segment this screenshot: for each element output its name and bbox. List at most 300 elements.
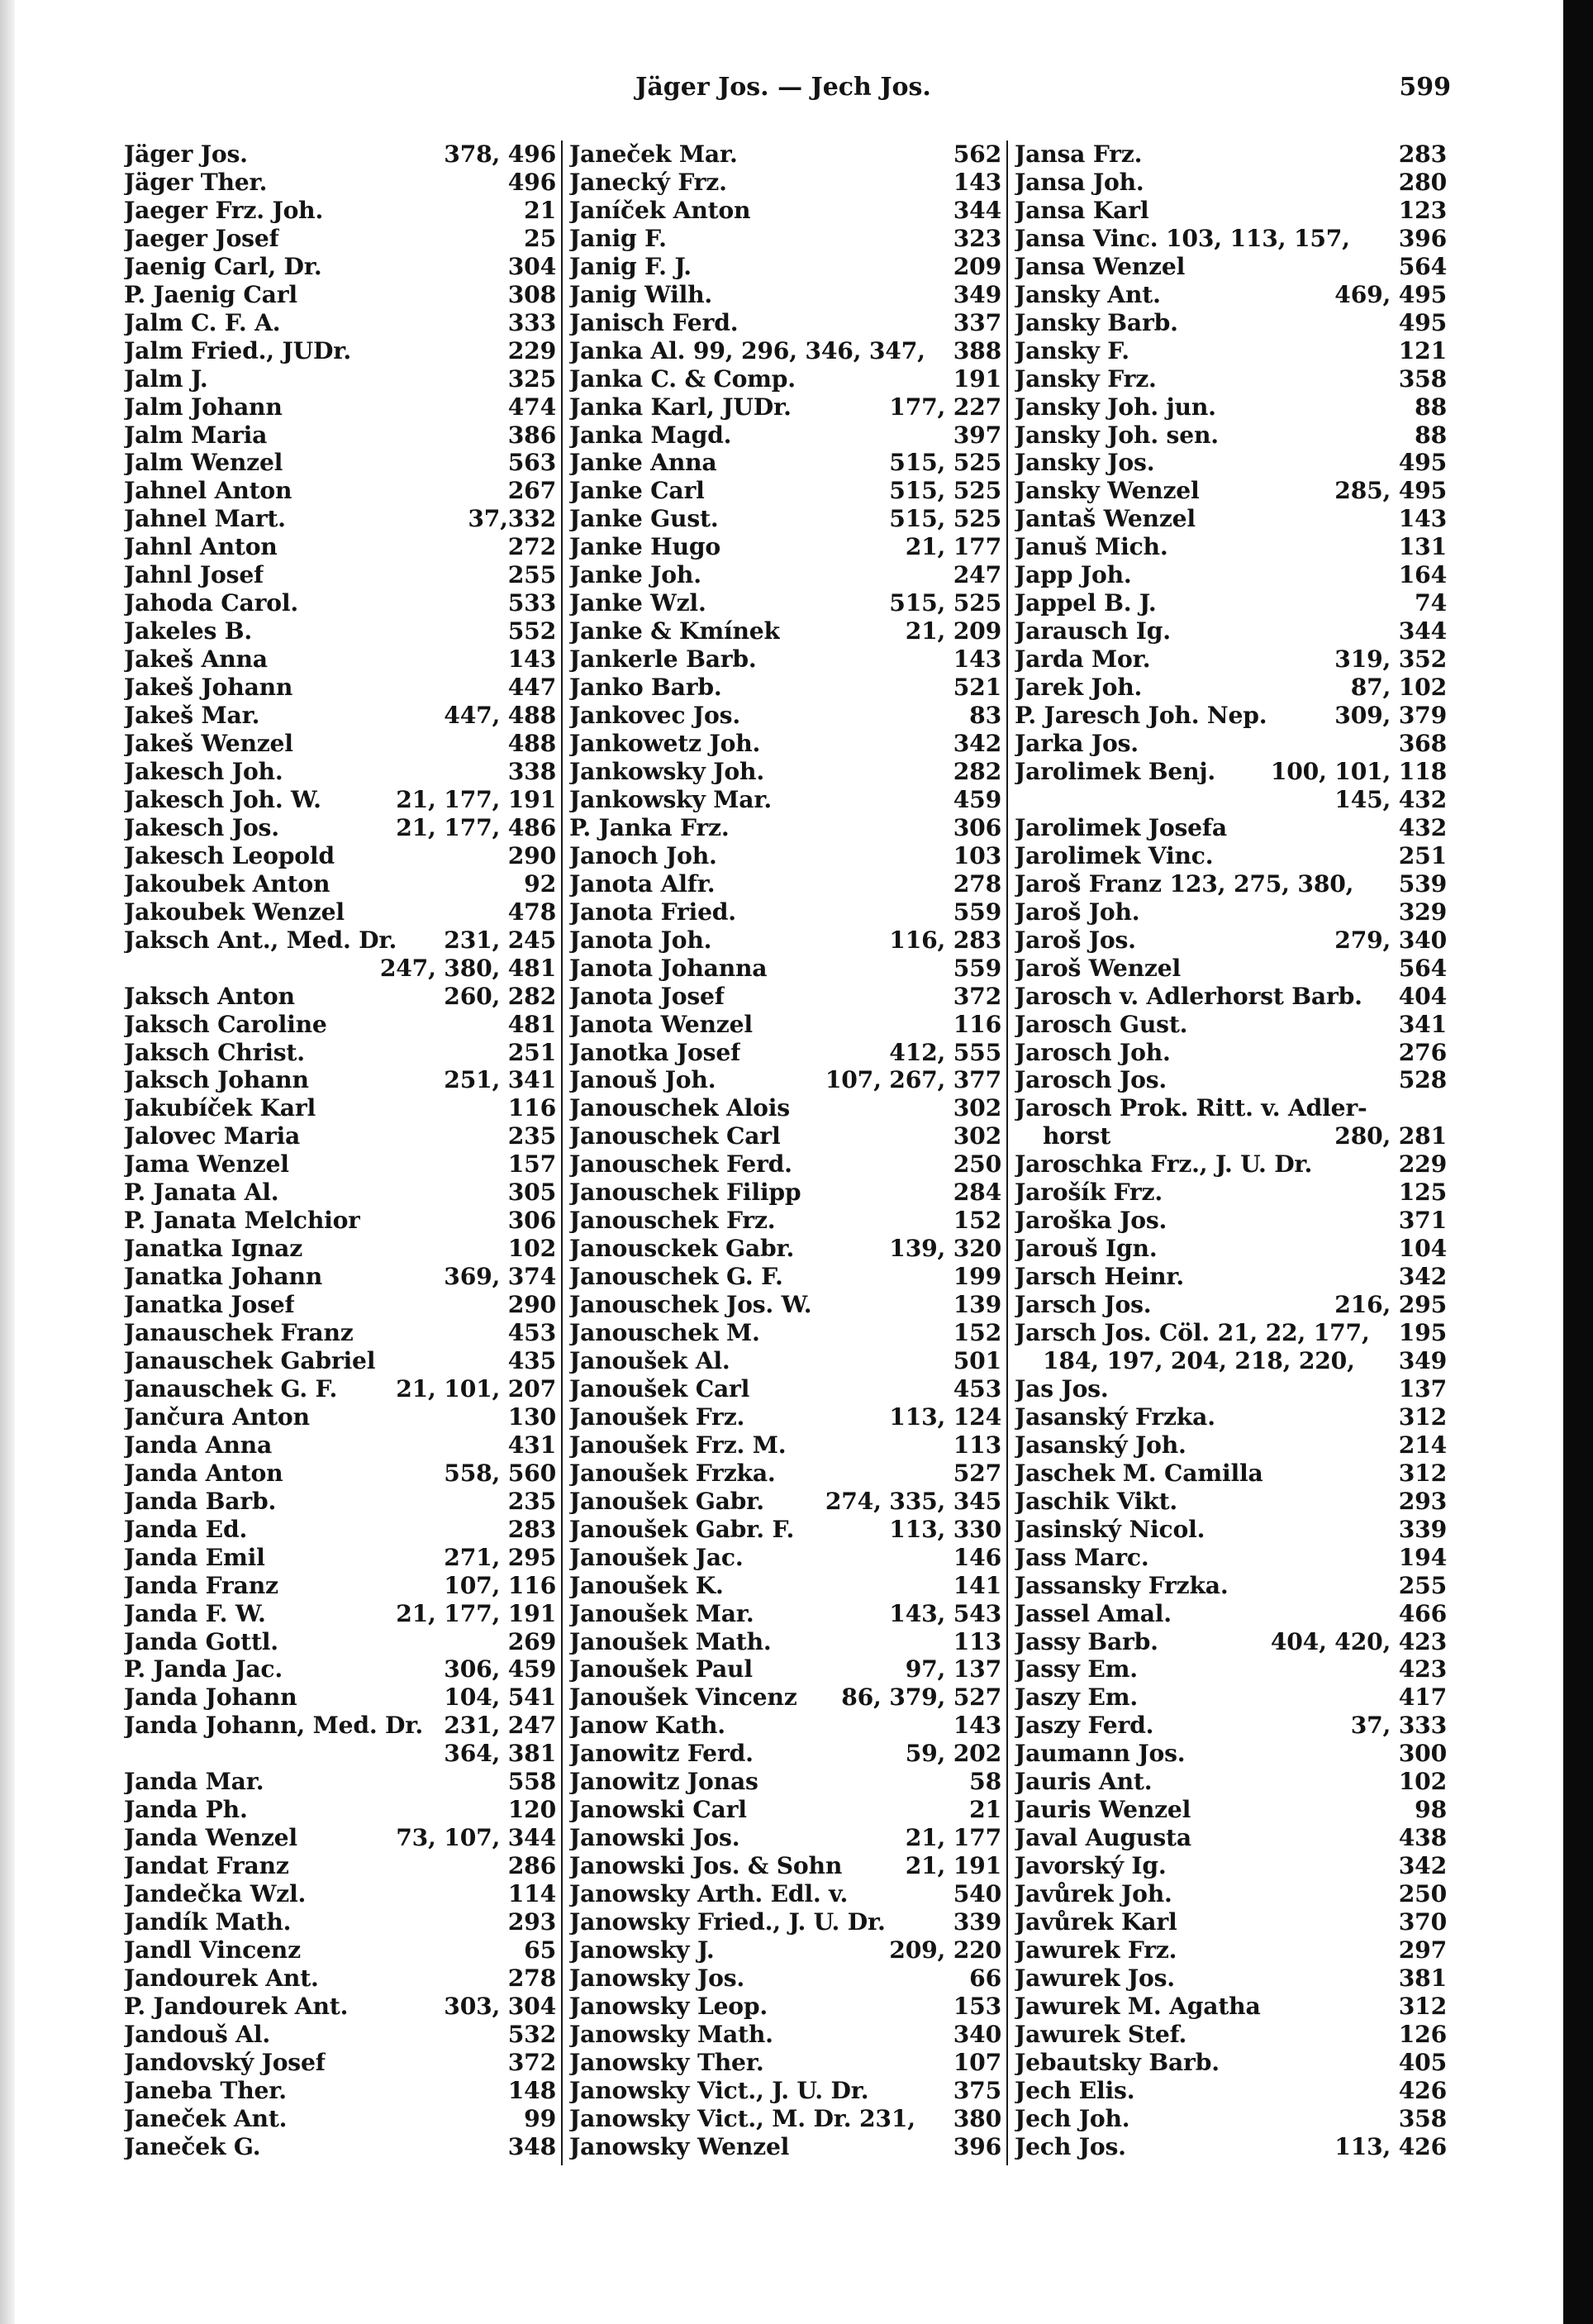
index-entry (1015, 1740, 1447, 1768)
index-entry (1015, 1039, 1447, 1067)
entry-pages: 251, 341 (444, 1066, 556, 1094)
index-entry (124, 1066, 556, 1094)
entry-name: Jaschik Vikt. (1015, 1487, 1178, 1515)
entry-pages: 152 (953, 1319, 1001, 1347)
entry-name: Jaeger Frz. Joh. (124, 196, 324, 224)
entry-pages: 86, 379, 527 (841, 1683, 1001, 1712)
entry-name: Jakesch Joh. (124, 757, 283, 785)
entry-pages: 303, 304 (444, 1992, 556, 2020)
index-entry (569, 1039, 1001, 1067)
entry-pages: 137 (1398, 1374, 1447, 1402)
entry-pages: 388 (953, 336, 1001, 364)
entry-pages: 417 (1398, 1683, 1447, 1712)
index-entry (569, 645, 1001, 674)
entry-pages: 116 (507, 1094, 556, 1122)
entry-pages: 358 (1398, 2104, 1447, 2132)
entry-name: Jalovec Maria (124, 1122, 301, 1150)
entry-name: Janowitz Jonas (569, 1768, 758, 1796)
entry-pages: 564 (1398, 954, 1447, 982)
entry-name: Janda Johann, Med. Dr. (124, 1712, 423, 1740)
index-entry (1015, 225, 1447, 253)
index-entry (1015, 140, 1447, 169)
entry-name: Javorský Ig. (1015, 1852, 1167, 1880)
entry-pages: 121 (1398, 336, 1447, 364)
entry-name: Janoch Joh. (569, 841, 717, 869)
entry-name: Janda Gottl. (124, 1627, 278, 1655)
entry-pages: 381 (1398, 1964, 1447, 1992)
index-entry (124, 1319, 556, 1347)
entry-pages: 396 (1398, 224, 1447, 252)
index-entry (124, 1768, 556, 1796)
index-entry (569, 2133, 1001, 2161)
entry-pages: 278 (953, 869, 1001, 898)
entry-pages: 21, 177 (905, 1824, 1001, 1852)
index-entry (124, 2133, 556, 2161)
entry-name: Janda Ed. (124, 1515, 248, 1543)
entry-pages: 157 (507, 1150, 556, 1179)
entry-pages: 370 (1398, 1908, 1447, 1936)
index-entry (124, 674, 556, 702)
index-entry (1015, 1403, 1447, 1431)
index-entry (124, 393, 556, 421)
index-entry (124, 1263, 556, 1291)
entry-pages: 123 (1398, 196, 1447, 224)
entry-name: Jansa Karl (1015, 196, 1149, 224)
page-number: 599 (1399, 73, 1451, 102)
entry-name: Janowski Jos. & Sohn (569, 1852, 843, 1880)
index-entry (124, 1908, 556, 1936)
entry-pages: 21 (969, 1796, 1001, 1824)
entry-name: Janowsky Wenzel (569, 2132, 790, 2160)
entry-pages: 558 (507, 1768, 556, 1796)
index-entry (569, 140, 1001, 169)
entry-pages: 386 (507, 421, 556, 449)
entry-pages: 247 (953, 561, 1001, 589)
entry-name: Janke & Kmínek (569, 617, 780, 645)
entry-pages: 305 (507, 1179, 556, 1207)
index-entry (1015, 814, 1447, 842)
index-entry (124, 1516, 556, 1544)
entry-name: Jahoda Carol. (124, 589, 298, 617)
entry-pages: 194 (1398, 1543, 1447, 1571)
entry-pages: 279, 340 (1334, 926, 1447, 954)
entry-name: Janouschek Alois (569, 1094, 790, 1122)
index-entry (569, 2021, 1001, 2049)
index-entry (569, 1263, 1001, 1291)
entry-pages: 97, 137 (905, 1655, 1001, 1683)
entry-pages: 495 (1398, 308, 1447, 336)
index-entry (569, 1824, 1001, 1852)
entry-pages: 447, 488 (444, 702, 556, 730)
index-entry (569, 1936, 1001, 1964)
index-entry (124, 1488, 556, 1516)
entry-name: Janatka Ignaz (124, 1235, 303, 1263)
index-entry (1015, 505, 1447, 533)
entry-pages: 92 (524, 869, 556, 898)
entry-name: P. Janata Melchior (124, 1207, 360, 1235)
entry-name: Janouš Joh. (569, 1066, 716, 1094)
index-entry (569, 505, 1001, 533)
entry-name: Janoušek Carl (569, 1374, 750, 1402)
entry-name: Janauschek G. F. (124, 1374, 338, 1402)
entry-pages: 337 (953, 308, 1001, 336)
index-entry (1015, 1150, 1447, 1179)
entry-name: Jandourek Ant. (124, 1964, 319, 1992)
index-entry (124, 1179, 556, 1207)
index-entry (124, 197, 556, 225)
entry-pages: 300 (1398, 1740, 1447, 1768)
index-entry (124, 281, 556, 309)
index-entry (569, 1993, 1001, 2021)
entry-name: Janda Anna (124, 1431, 273, 1459)
index-entry (1015, 169, 1447, 197)
entry-pages: 532 (507, 2020, 556, 2048)
index-entry (124, 1122, 556, 1150)
entry-name: Janda Ph. (124, 1796, 248, 1824)
index-entry (569, 1628, 1001, 1656)
entry-pages: 342 (1398, 1852, 1447, 1880)
index-entry (1015, 309, 1447, 337)
index-entry (1015, 253, 1447, 281)
index-entry (569, 1207, 1001, 1235)
entry-pages: 341 (1398, 1010, 1447, 1038)
entry-name: Jasanský Frzka. (1015, 1402, 1215, 1431)
entry-pages: 143 (953, 1712, 1001, 1740)
index-entry (569, 1516, 1001, 1544)
index-entry (1015, 1094, 1447, 1122)
index-entry (569, 1488, 1001, 1516)
entry-name: Jančura Anton (124, 1402, 310, 1431)
entry-pages: 250 (1398, 1880, 1447, 1908)
entry-name: Janoušek Math. (569, 1627, 772, 1655)
index-entry (569, 1600, 1001, 1628)
entry-pages: 216, 295 (1334, 1291, 1447, 1319)
entry-pages: 102 (507, 1235, 556, 1263)
entry-pages: 21, 177, 486 (396, 813, 556, 841)
index-entry (569, 309, 1001, 337)
entry-name: Jandl Vincenz (124, 1936, 301, 1964)
index-entry (1015, 561, 1447, 589)
index-entry (569, 1964, 1001, 1993)
index-entry (1015, 1347, 1447, 1375)
index-entry (1015, 1572, 1447, 1600)
index-entry (124, 1235, 556, 1263)
index-entry (124, 1712, 556, 1740)
entry-pages: 312 (1398, 1402, 1447, 1431)
entry-pages: 146 (953, 1543, 1001, 1571)
entry-pages: 131 (1398, 533, 1447, 561)
entry-pages: 533 (507, 589, 556, 617)
entry-pages: 114 (507, 1880, 556, 1908)
index-entry (569, 814, 1001, 842)
index-entry (124, 1936, 556, 1964)
entry-pages: 199 (953, 1263, 1001, 1291)
entry-name: Janoušek Gabr. (569, 1487, 764, 1515)
index-entry (124, 758, 556, 786)
entry-pages: 21, 191 (905, 1852, 1001, 1880)
entry-pages: 435 (507, 1346, 556, 1374)
entry-pages: 290 (507, 1291, 556, 1319)
index-column-2 (561, 140, 1006, 2165)
index-entry (1015, 2105, 1447, 2133)
index-entry (569, 1796, 1001, 1824)
index-entry (1015, 1600, 1447, 1628)
entry-name: Janke Wzl. (569, 589, 706, 617)
index-entry (124, 842, 556, 870)
entry-name: Janoušek Gabr. F. (569, 1515, 795, 1543)
entry-name: Jakoubek Anton (124, 869, 330, 898)
index-entry (569, 1319, 1001, 1347)
entry-pages: 306 (507, 1207, 556, 1235)
entry-name: Jarausch Ig. (1015, 617, 1171, 645)
entry-pages: 309, 379 (1334, 702, 1447, 730)
index-entry (1015, 1712, 1447, 1740)
entry-name: Janeba Ther. (124, 2076, 287, 2104)
entry-pages: 104, 541 (444, 1683, 556, 1712)
index-entry (569, 421, 1001, 450)
entry-pages: 126 (1398, 2020, 1447, 2048)
index-entry (124, 955, 556, 983)
entry-name: Januš Mich. (1015, 533, 1168, 561)
entry-name: Janauschek Gabriel (124, 1346, 376, 1374)
index-entry (1015, 1066, 1447, 1094)
entry-name: Janowsky Fried., J. U. Dr. (569, 1908, 886, 1936)
entry-pages: 564 (1398, 252, 1447, 280)
index-entry (569, 449, 1001, 477)
entry-pages: 539 (1398, 869, 1447, 898)
entry-name: Jahnel Mart. (124, 505, 286, 533)
entry-pages: 323 (953, 224, 1001, 252)
index-entry (124, 169, 556, 197)
entry-name: Janke Joh. (569, 561, 701, 589)
index-entry (124, 533, 556, 561)
entry-name: Janoušek Frzka. (569, 1459, 776, 1487)
index-entry (1015, 2077, 1447, 2105)
entry-name: Jass Marc. (1015, 1543, 1149, 1571)
index-entry (124, 786, 556, 814)
index-entry (1015, 365, 1447, 393)
index-entry (1015, 702, 1447, 730)
entry-pages: 344 (1398, 617, 1447, 645)
entry-pages: 380 (953, 2104, 1001, 2132)
index-entry (569, 1655, 1001, 1683)
entry-name: Jauris Ant. (1015, 1768, 1153, 1796)
entry-name: Jech Elis. (1015, 2076, 1135, 2104)
index-columns (117, 140, 1452, 2165)
entry-name: Jansky Jos. (1015, 449, 1155, 477)
entry-name: Janowsky Jos. (569, 1964, 744, 1992)
index-entry (569, 1768, 1001, 1796)
entry-name: Jakubíček Karl (124, 1094, 316, 1122)
entry-name: Janda Franz (124, 1571, 278, 1599)
entry-pages: 515, 525 (889, 477, 1001, 505)
entry-pages: 276 (1398, 1038, 1447, 1066)
index-entry (1015, 1852, 1447, 1880)
entry-name: Javůrek Joh. (1015, 1880, 1172, 1908)
index-entry (569, 2105, 1001, 2133)
index-entry (124, 870, 556, 898)
entry-pages: 231, 247 (444, 1712, 556, 1740)
entry-pages: 319, 352 (1334, 645, 1447, 674)
entry-pages: 325 (507, 364, 556, 393)
index-entry (569, 983, 1001, 1011)
entry-pages: 87, 102 (1350, 674, 1447, 702)
entry-name: Jansky Frz. (1015, 364, 1157, 393)
index-entry (569, 1094, 1001, 1122)
entry-pages: 333 (507, 308, 556, 336)
entry-name: Jawurek Frz. (1015, 1936, 1177, 1964)
entry-pages: 297 (1398, 1936, 1447, 1964)
entry-pages: 527 (953, 1459, 1001, 1487)
entry-name: Jas Jos. (1015, 1374, 1109, 1402)
entry-pages: 342 (1398, 1263, 1447, 1291)
index-entry (1015, 1796, 1447, 1824)
entry-pages: 21, 177, 191 (396, 785, 556, 813)
index-entry (569, 1572, 1001, 1600)
entry-name: Jama Wenzel (124, 1150, 289, 1179)
index-entry (569, 926, 1001, 955)
entry-pages: 274, 335, 345 (825, 1487, 1001, 1515)
entry-name: Jaroschka Frz., J. U. Dr. (1015, 1150, 1313, 1179)
entry-pages: 453 (953, 1374, 1001, 1402)
index-entry (124, 702, 556, 730)
entry-name: Janowsky Vict., M. Dr. 231, (569, 2104, 915, 2132)
entry-name: Janisch Ferd. (569, 308, 739, 336)
entry-name: Jarosch Jos. (1015, 1066, 1167, 1094)
index-entry (1015, 1516, 1447, 1544)
entry-pages: 481 (507, 1010, 556, 1038)
entry-name: Jasanský Joh. (1015, 1431, 1186, 1459)
entry-name: Jakeš Johann (124, 674, 293, 702)
entry-pages: 255 (1398, 1571, 1447, 1599)
entry-name: Jassy Em. (1015, 1655, 1138, 1683)
index-entry (124, 645, 556, 674)
entry-pages: 432 (1398, 813, 1447, 841)
entry-name: Janowsky Ther. (569, 2048, 764, 2076)
index-entry (124, 926, 556, 955)
entry-pages: 107, 116 (444, 1571, 556, 1599)
entry-name: Janatka Josef (124, 1291, 295, 1319)
index-entry (1015, 1993, 1447, 2021)
entry-pages: 73, 107, 344 (396, 1824, 556, 1852)
entry-name: Janda Anton (124, 1459, 283, 1487)
index-entry (1015, 1768, 1447, 1796)
index-entry (1015, 1431, 1447, 1460)
entry-pages: 515, 525 (889, 589, 1001, 617)
entry-name: Janowsky Leop. (569, 1992, 768, 2020)
index-entry (1015, 617, 1447, 645)
entry-name: P. Janda Jac. (124, 1655, 283, 1683)
entry-name: Jalm Johann (124, 393, 283, 421)
index-entry (569, 197, 1001, 225)
index-entry (1015, 1683, 1447, 1712)
entry-pages: 453 (507, 1319, 556, 1347)
index-entry (1015, 477, 1447, 505)
index-entry (1015, 1964, 1447, 1993)
entry-pages: 558, 560 (444, 1459, 556, 1487)
entry-pages: 260, 282 (444, 982, 556, 1010)
index-entry (1015, 758, 1447, 786)
index-entry (1015, 1235, 1447, 1263)
entry-pages: 459 (953, 785, 1001, 813)
entry-pages: 308 (507, 280, 556, 308)
entry-name: Janke Carl (569, 477, 705, 505)
index-entry (569, 365, 1001, 393)
index-entry (1015, 898, 1447, 926)
entry-name: Janauschek Franz (124, 1319, 354, 1347)
entry-name: Jawurek M. Agatha (1015, 1992, 1261, 2020)
entry-name: Janda Johann (124, 1683, 297, 1712)
entry-name: Janoušek Jac. (569, 1543, 744, 1571)
index-entry (124, 1628, 556, 1656)
entry-pages: 21, 177, 191 (396, 1599, 556, 1627)
entry-pages: 447 (507, 674, 556, 702)
index-entry (569, 1852, 1001, 1880)
entry-pages: 528 (1398, 1066, 1447, 1094)
entry-name: Jech Jos. (1015, 2132, 1126, 2160)
entry-pages: 269 (507, 1627, 556, 1655)
entry-name: Janouschek Filipp (569, 1179, 801, 1207)
index-entry (124, 1572, 556, 1600)
entry-name: Janotka Josef (569, 1038, 740, 1066)
index-entry (124, 561, 556, 589)
entry-pages: 339 (953, 1908, 1001, 1936)
index-entry (1015, 1936, 1447, 1964)
entry-pages: 559 (953, 954, 1001, 982)
index-entry (1015, 674, 1447, 702)
entry-pages: 339 (1398, 1515, 1447, 1543)
index-entry (569, 225, 1001, 253)
entry-pages: 280, 281 (1334, 1122, 1447, 1150)
index-entry (124, 1600, 556, 1628)
entry-pages: 139, 320 (889, 1235, 1001, 1263)
entry-pages: 113, 124 (889, 1402, 1001, 1431)
index-entry (124, 2077, 556, 2105)
entry-pages: 148 (507, 2076, 556, 2104)
entry-name: Jaumann Jos. (1015, 1740, 1186, 1768)
entry-pages: 100, 101, 118 (1270, 757, 1447, 785)
index-entry (569, 842, 1001, 870)
entry-pages: 102 (1398, 1768, 1447, 1796)
index-entry (569, 758, 1001, 786)
index-entry (1015, 1291, 1447, 1319)
entry-name: Janeček Ant. (124, 2104, 288, 2132)
entry-name: Jakesch Leopold (124, 841, 335, 869)
scan-left-edge (0, 0, 15, 2324)
index-entry (124, 1011, 556, 1039)
index-entry (569, 1683, 1001, 1712)
entry-pages: 426 (1398, 2076, 1447, 2104)
entry-name: Janka C. & Comp. (569, 364, 796, 393)
entry-name: Jarosch Prok. Ritt. v. Adler- (1015, 1094, 1367, 1122)
index-entry (1015, 533, 1447, 561)
entry-pages: 375 (953, 2076, 1001, 2104)
entry-pages: 349 (1398, 1346, 1447, 1374)
entry-name: P. Janata Al. (124, 1179, 279, 1207)
entry-name: Jarouš Ign. (1015, 1235, 1158, 1263)
entry-pages: 404, 420, 423 (1270, 1627, 1447, 1655)
entry-pages: 247, 380, 481 (379, 954, 556, 982)
index-entry (1015, 983, 1447, 1011)
entry-name: Janouschek G. F. (569, 1263, 783, 1291)
index-entry (124, 1964, 556, 1993)
entry-pages: 235 (507, 1487, 556, 1515)
entry-name (124, 955, 372, 983)
entry-name: Jarosch Joh. (1015, 1038, 1171, 1066)
index-entry (569, 1740, 1001, 1768)
entry-name: Jaroš Jos. (1015, 926, 1136, 954)
entry-name: P. Jaresch Joh. Nep. (1015, 702, 1267, 730)
